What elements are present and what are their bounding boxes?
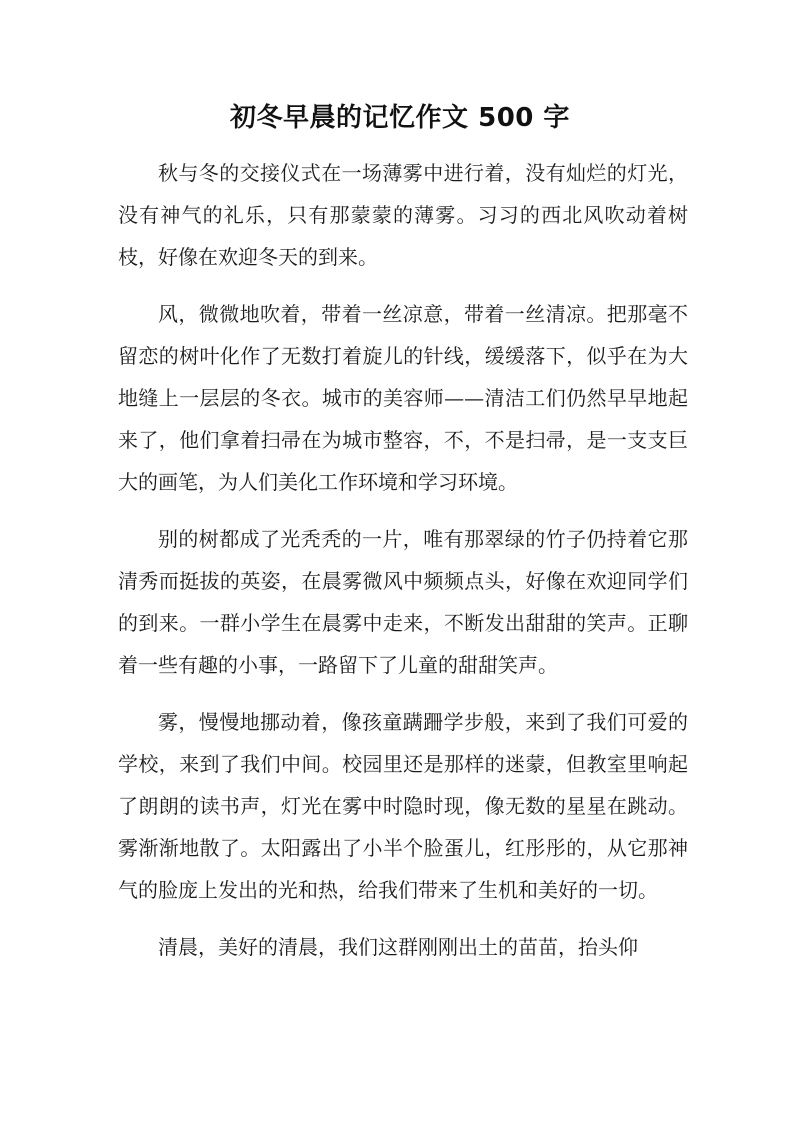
paragraph-2: 风，微微地吹着，带着一丝凉意，带着一丝清凉。把那毫不留恋的树叶化作了无数打着旋儿的针线，缓缓落下，似乎在为大地缝上一层层的冬衣。城市的美容师——清洁工们仍然早早地起来了，他们拿着扫帚在为城市整容，不，不是扫帚，是一支支巨大的画笔，为人们美化工作环境和学习环境。 bbox=[118, 302, 688, 494]
document-body bbox=[118, 152, 688, 983]
document-title: 初冬早晨的记忆作文 500 字 bbox=[230, 103, 570, 133]
paragraph-5: 清晨，美好的清晨，我们这群刚刚出土的苗苗，抬头仰 bbox=[158, 935, 638, 959]
paragraph-4: 雾，慢慢地挪动着，像孩童蹒跚学步般，来到了我们可爱的学校，来到了我们中间。校园里还是那样的迷蒙，但教室里响起了朗朗的读书声，灯光在雾中时隐时现，像无数的星星在跳动。雾渐渐地散了。太阳露出了小半个脸蛋儿，红彤彤的，从它那神气的脸庞上发出的光和热，给我们带来了生机和美好的一切。 bbox=[118, 710, 688, 902]
paragraph-3: 别的树都成了光秃秃的一片，唯有那翠绿的竹子仍持着它那清秀而挺拔的英姿，在晨雾微风中频频点头，好像在欢迎同学们的到来。一群小学生在晨雾中走来，不断发出甜甜的笑声。正聊着一些有趣的小事，一路留下了儿童的甜甜笑声。 bbox=[118, 527, 688, 677]
paragraph-1: 秋与冬的交接仪式在一场薄雾中进行着，没有灿烂的灯光，没有神气的礼乐，只有那蒙蒙的薄雾。习习的西北风吹动着树枝，好像在欢迎冬天的到来。 bbox=[118, 161, 688, 269]
